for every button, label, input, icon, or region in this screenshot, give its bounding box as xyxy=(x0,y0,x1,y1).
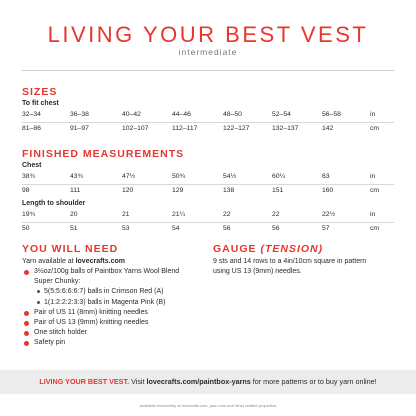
sub-bullet-dot xyxy=(37,301,40,304)
list-item-text: 1(1:2:2:2:3:3) balls in Magenta Pink (B) xyxy=(44,299,166,306)
list-item-text: 5(5:5:6:6:6:7) balls in Crimson Red (A) xyxy=(44,288,164,295)
gauge-heading-text: GAUGE xyxy=(213,243,257,255)
table-cell: cm xyxy=(370,125,380,132)
footer-brand: LIVING YOUR BEST VEST. xyxy=(39,377,130,386)
table-cell: cm xyxy=(370,187,380,194)
list-item-text: 3½oz/100g balls of Paintbox Yarns Wool Blend xyxy=(34,268,180,275)
title-divider xyxy=(22,70,394,71)
bullet-dot xyxy=(24,341,29,346)
difficulty-label: intermediate xyxy=(178,47,238,57)
table-cell: 19¾ xyxy=(22,211,36,218)
chest-cm-row xyxy=(22,187,394,198)
list-item-text: One stitch holder xyxy=(34,329,87,336)
sizes-heading: SIZES xyxy=(22,86,58,98)
table-cell: 98 xyxy=(22,187,30,194)
table-cell: 56–58 xyxy=(322,111,341,118)
length-in-row xyxy=(22,211,394,222)
table-cell: 32–34 xyxy=(22,111,41,118)
table-cell: 102–107 xyxy=(122,125,149,132)
table-cell: 50 xyxy=(22,225,30,232)
table-cell: in xyxy=(370,211,376,218)
gauge-heading xyxy=(213,243,323,255)
table-cell: cm xyxy=(370,225,380,232)
table-cell: 54½ xyxy=(223,173,237,180)
length-to-shoulder-label: Length to shoulder xyxy=(22,200,86,207)
row-divider xyxy=(22,222,394,223)
table-cell: in xyxy=(370,111,376,118)
bullet-dot xyxy=(24,311,29,316)
gauge-line-2: using US 13 (9mm) needles. xyxy=(213,268,302,275)
sizes-in-row xyxy=(22,111,394,122)
table-cell: 22 xyxy=(272,211,280,218)
list-item-text: Safety pin xyxy=(34,339,66,346)
table-cell: 138 xyxy=(223,187,235,194)
footer-rest: for more patterns or to buy yarn online! xyxy=(250,377,377,386)
table-cell: 53 xyxy=(122,225,130,232)
row-divider xyxy=(22,122,394,123)
table-cell: 20 xyxy=(70,211,78,218)
table-cell: 60¼ xyxy=(272,173,286,180)
table-cell: 43¾ xyxy=(70,173,84,180)
table-cell: 122–127 xyxy=(223,125,250,132)
footer-visit: Visit xyxy=(129,377,147,386)
table-cell: 129 xyxy=(172,187,184,194)
table-cell: 54 xyxy=(172,225,180,232)
chest-label: Chest xyxy=(22,162,42,169)
table-cell: in xyxy=(370,173,376,180)
length-cm-row xyxy=(22,225,394,236)
sub-bullet-dot xyxy=(37,290,40,293)
table-cell: 50¾ xyxy=(172,173,186,180)
table-cell: 40–42 xyxy=(122,111,141,118)
table-cell: 22½ xyxy=(322,211,336,218)
chest-in-row xyxy=(22,173,394,184)
table-cell: 91–97 xyxy=(70,125,89,132)
lovecrafts-link[interactable]: lovecrafts.com xyxy=(75,258,125,265)
table-cell: 56 xyxy=(272,225,280,232)
table-cell: 52–54 xyxy=(272,111,291,118)
yarn-availability xyxy=(22,257,125,267)
bullet-dot xyxy=(24,331,29,336)
table-cell: 151 xyxy=(272,187,284,194)
table-cell: 56 xyxy=(223,225,231,232)
finished-measurements-heading: FINISHED MEASUREMENTS xyxy=(22,148,185,160)
table-cell: 160 xyxy=(322,187,334,194)
table-cell: 132–137 xyxy=(272,125,299,132)
table-cell: 57 xyxy=(322,225,330,232)
bullet-dot xyxy=(24,321,29,326)
pattern-title: LIVING YOUR BEST VEST xyxy=(47,22,369,47)
row-divider xyxy=(22,184,394,185)
table-cell: 112–117 xyxy=(172,125,198,132)
sizes-cm-row xyxy=(22,125,394,136)
table-cell: 111 xyxy=(70,187,81,194)
bullet-dot xyxy=(24,270,29,275)
table-cell: 38¾ xyxy=(22,173,36,180)
table-cell: 21¼ xyxy=(172,211,186,218)
table-cell: 63 xyxy=(322,173,330,180)
list-item-text: Pair of US 13 (9mm) knitting needles xyxy=(34,319,149,326)
gauge-line-1: 9 sts and 14 rows to a 4in/10cm square in pattern xyxy=(213,258,367,265)
table-cell: 22 xyxy=(223,211,231,218)
yarn-availability-text: Yarn available at xyxy=(22,258,76,265)
to-fit-chest-label: To fit chest xyxy=(22,100,59,107)
list-item-text: Pair of US 11 (8mm) knitting needles xyxy=(34,309,148,316)
table-cell: 120 xyxy=(122,187,134,194)
footer-link[interactable]: lovecrafts.com/paintbox-yarns xyxy=(146,377,251,386)
table-cell: 142 xyxy=(322,125,334,132)
footer-promo xyxy=(0,377,416,386)
table-cell: 21 xyxy=(122,211,130,218)
table-cell: 44–46 xyxy=(172,111,191,118)
table-cell: 47½ xyxy=(122,173,136,180)
gauge-heading-italic: (TENSION) xyxy=(260,243,324,255)
you-will-need-heading: YOU WILL NEED xyxy=(22,243,119,255)
table-cell: 81–86 xyxy=(22,125,41,132)
table-cell: 48–50 xyxy=(223,111,242,118)
table-cell: 51 xyxy=(70,225,78,232)
fineprint: Available exclusively at lovecrafts.com, yarn.com and other related properties xyxy=(139,403,277,408)
table-cell: 36–38 xyxy=(70,111,89,118)
list-item-text: Super Chunky: xyxy=(34,278,81,285)
